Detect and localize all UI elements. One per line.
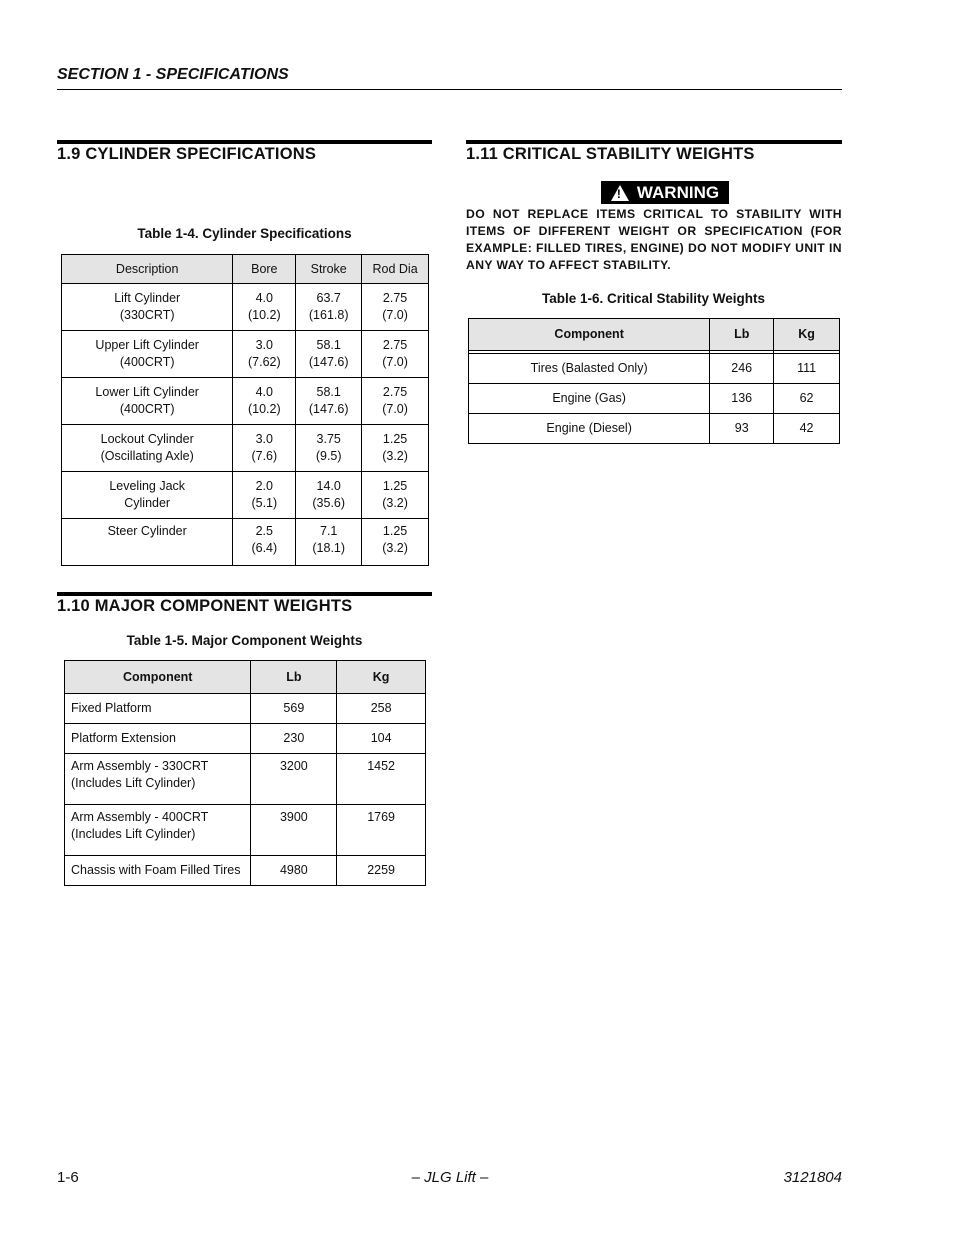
- table-caption-critical-weights: Table 1-6. Critical Stability Weights: [541, 291, 766, 306]
- cell-lb: 93: [710, 414, 774, 444]
- table-header-row: [469, 319, 840, 351]
- cell-rod-dia: 1.25 (3.2): [362, 425, 429, 472]
- cell-lb: 4980: [251, 856, 337, 886]
- warning-label: WARNING: [636, 182, 720, 202]
- cell-stroke: 58.1 (147.6): [296, 331, 362, 378]
- table-header-row: [65, 661, 426, 694]
- section-title-critical-weights: 1.11 CRITICAL STABILITY WEIGHTS: [466, 145, 755, 163]
- table-row: [469, 354, 840, 384]
- cell-bore: 2.0 (5.1): [233, 472, 296, 519]
- cell-rod-dia: 2.75 (7.0): [362, 331, 429, 378]
- table-row: [469, 414, 840, 444]
- cell-kg: 42: [774, 414, 840, 444]
- cell-rod-dia: 1.25 (3.2): [362, 472, 429, 519]
- cell-stroke: 63.7 (161.8): [296, 284, 362, 331]
- cell-component: Tires (Balasted Only): [469, 354, 710, 384]
- table-row: [469, 384, 840, 414]
- table-row: [65, 694, 426, 724]
- column-header: Component: [65, 661, 251, 694]
- cell-description: Upper Lift Cylinder (400CRT): [62, 331, 233, 378]
- column-header: Stroke: [296, 255, 362, 284]
- cell-bore: 3.0 (7.6): [233, 425, 296, 472]
- cell-stroke: 7.1 (18.1): [296, 519, 362, 566]
- table-row: [65, 805, 426, 856]
- cell-description: Leveling Jack Cylinder: [62, 472, 233, 519]
- cell-lb: 136: [710, 384, 774, 414]
- table-caption-cylinder: Table 1-4. Cylinder Specifications: [137, 226, 352, 241]
- table-caption-major-weights: Table 1-5. Major Component Weights: [126, 633, 363, 648]
- column-header: Description: [62, 255, 233, 284]
- section-rule: [57, 140, 432, 144]
- cell-stroke: 58.1 (147.6): [296, 378, 362, 425]
- cell-bore: 2.5 (6.4): [233, 519, 296, 566]
- cell-lb: 3200: [251, 754, 337, 805]
- cell-stroke: 14.0 (35.6): [296, 472, 362, 519]
- cell-component: Fixed Platform: [65, 694, 251, 724]
- table-row: [62, 425, 429, 472]
- warning-badge: [601, 181, 729, 204]
- cell-component: Engine (Diesel): [469, 414, 710, 444]
- cell-component: Engine (Gas): [469, 384, 710, 414]
- column-header: Kg: [337, 661, 426, 694]
- cell-bore: 3.0 (7.62): [233, 331, 296, 378]
- cell-kg: 111: [774, 354, 840, 384]
- cell-description: Lift Cylinder (330CRT): [62, 284, 233, 331]
- cell-kg: 2259: [337, 856, 426, 886]
- running-head: SECTION 1 - SPECIFICATIONS: [57, 66, 289, 83]
- doc-number: 3121804: [783, 1169, 842, 1186]
- table-header-row: [62, 255, 429, 284]
- cell-rod-dia: 2.75 (7.0): [362, 378, 429, 425]
- cell-rod-dia: 2.75 (7.0): [362, 284, 429, 331]
- warning-triangle-icon: !: [611, 185, 629, 201]
- page-number: 1-6: [57, 1169, 79, 1186]
- cell-bore: 4.0 (10.2): [233, 284, 296, 331]
- column-header: Rod Dia: [362, 255, 429, 284]
- section-rule: [466, 140, 842, 144]
- section-title-major-weights: 1.10 MAJOR COMPONENT WEIGHTS: [57, 597, 353, 615]
- cell-lb: 569: [251, 694, 337, 724]
- cell-description: Lower Lift Cylinder (400CRT): [62, 378, 233, 425]
- cell-stroke: 3.75 (9.5): [296, 425, 362, 472]
- cell-component: Arm Assembly - 330CRT (Includes Lift Cylinder): [65, 754, 251, 805]
- cell-bore: 4.0 (10.2): [233, 378, 296, 425]
- footer-center: – JLG Lift –: [411, 1169, 489, 1186]
- section-title-cylinder: 1.9 CYLINDER SPECIFICATIONS: [57, 145, 317, 163]
- table-row: [65, 724, 426, 754]
- column-header: Lb: [251, 661, 337, 694]
- cell-kg: 1452: [337, 754, 426, 805]
- cell-lb: 3900: [251, 805, 337, 856]
- cell-kg: 62: [774, 384, 840, 414]
- column-header: Lb: [710, 319, 774, 351]
- section-rule: [57, 592, 432, 596]
- cell-component: Platform Extension: [65, 724, 251, 754]
- cell-lb: 230: [251, 724, 337, 754]
- header-rule: [57, 89, 842, 90]
- column-header: Component: [469, 319, 710, 351]
- table-row: [62, 519, 429, 566]
- table-row: [62, 284, 429, 331]
- cell-kg: 1769: [337, 805, 426, 856]
- major-component-weights-table: [64, 660, 426, 886]
- cell-description: Lockout Cylinder (Oscillating Axle): [62, 425, 233, 472]
- warning-text: DO NOT REPLACE ITEMS CRITICAL TO STABILITY WITH ITEMS OF DIFFERENT WEIGHT OR SPECIFICATION (FOR EXAMPLE: FILLED TIRES, ENGINE) DO NOT MODIFY UNIT IN ANY WAY TO AFFECT STABILITY.: [466, 207, 842, 272]
- cell-component: Arm Assembly - 400CRT (Includes Lift Cylinder): [65, 805, 251, 856]
- cell-kg: 258: [337, 694, 426, 724]
- column-header: Bore: [233, 255, 296, 284]
- table-row: [65, 856, 426, 886]
- cell-rod-dia: 1.25 (3.2): [362, 519, 429, 566]
- cell-component: Chassis with Foam Filled Tires: [65, 856, 251, 886]
- table-row: [62, 378, 429, 425]
- cell-kg: 104: [337, 724, 426, 754]
- cell-description: Steer Cylinder: [62, 519, 233, 566]
- table-row: [62, 331, 429, 378]
- table-row: [65, 754, 426, 805]
- table-row: [62, 472, 429, 519]
- cell-lb: 246: [710, 354, 774, 384]
- critical-stability-weights-table: [468, 318, 840, 444]
- cylinder-spec-table: [61, 254, 429, 566]
- column-header: Kg: [774, 319, 840, 351]
